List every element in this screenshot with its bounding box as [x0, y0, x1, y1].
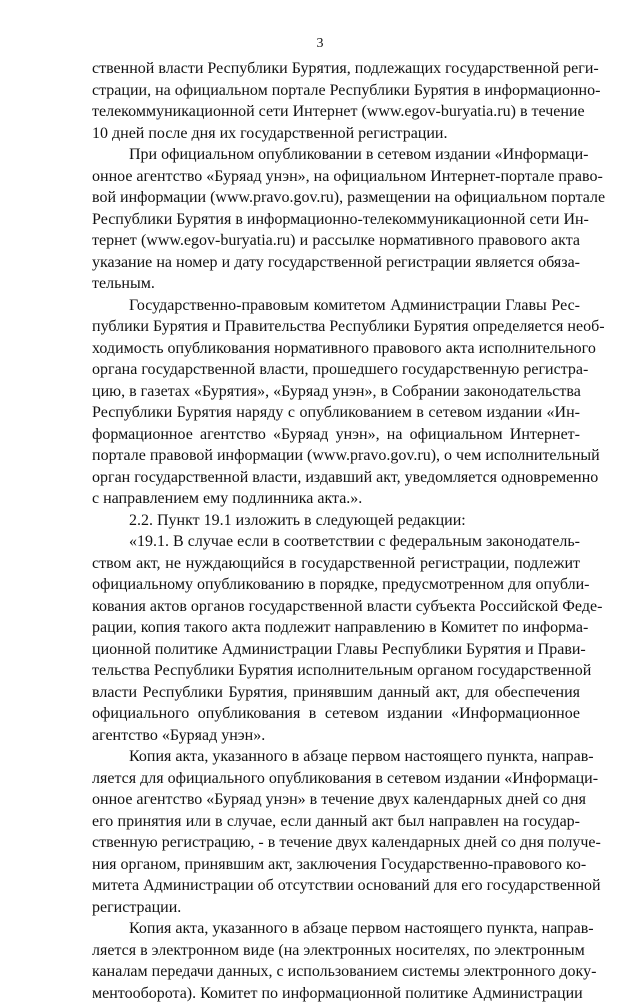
text-line: ственной власти Республики Бурятия, подлежащих государственной реги- — [92, 58, 580, 80]
text-line: ляется в электронном виде (на электронных носителях, по электронным — [92, 940, 580, 962]
text-line: Государственно-правовым комитетом Администрации Главы Рес- — [92, 295, 580, 317]
text-line: митета Администрации об отсутствии оснований для его государственной — [92, 875, 580, 897]
text-line: страции, на официальном портале Республики Бурятия в информационно- — [92, 80, 580, 102]
text-line: с направлением ему подлинника акта.». — [92, 488, 580, 510]
page-number: 3 — [0, 36, 640, 52]
text-line: тельства Республики Бурятия исполнительным органом государственной — [92, 660, 580, 682]
text-line: Копия акта, указанного в абзаце первом настоящего пункта, направ- — [92, 918, 580, 940]
text-line: органа государственной власти, прошедшего государственную регистра- — [92, 359, 580, 381]
text-line: власти Республики Бурятия, принявшим данный акт, для обеспечения — [92, 682, 580, 704]
text-line: указание на номер и дату государственной регистрации является обяза- — [92, 252, 580, 274]
text-line: Копия акта, указанного в абзаце первом настоящего пункта, направ- — [92, 746, 580, 768]
text-line: При официальном опубликовании в сетевом издании «Информаци- — [92, 144, 580, 166]
text-line: онное агентство «Буряад унэн», на официальном Интернет-портале право- — [92, 166, 580, 188]
text-line: онное агентство «Буряад унэн» в течение двух календарных дней со дня — [92, 789, 580, 811]
text-line: Республики Бурятия наряду с опубликованием в сетевом издании «Ин- — [92, 402, 580, 424]
text-line: цию, в газетах «Бурятия», «Буряад унэн», в Собрании законодательства — [92, 381, 580, 403]
text-line: рации, копия такого акта подлежит направлению в Комитет по информа- — [92, 617, 580, 639]
text-line: ционной политике Администрации Главы Республики Бурятия и Прави- — [92, 639, 580, 661]
text-line: телекоммуникационной сети Интернет (www.egov-buryatia.ru) в течение — [92, 101, 580, 123]
text-line: ментооборота). Комитет по информационной политике Администрации — [92, 983, 580, 1004]
text-line: вой информации (www.pravo.gov.ru), размещении на официальном портале — [92, 187, 580, 209]
text-line: ством акт, не нуждающийся в государственной регистрации, подлежит — [92, 553, 580, 575]
text-line: 10 дней после дня их государственной регистрации. — [92, 123, 580, 145]
text-line: 2.2. Пункт 19.1 изложить в следующей редакции: — [92, 510, 580, 532]
text-line: его принятия или в случае, если данный акт был направлен на государ- — [92, 811, 580, 833]
text-line: формационное агентство «Буряад унэн», на официальном Интернет- — [92, 424, 580, 446]
text-line: кования актов органов государственной власти субъекта Российской Феде- — [92, 596, 580, 618]
text-line: ходимость опубликования нормативного правового акта исполнительного — [92, 338, 580, 360]
text-line: ственную регистрацию, - в течение двух календарных дней со дня получе- — [92, 832, 580, 854]
text-line: Республики Бурятия в информационно-телекоммуникационной сети Ин- — [92, 209, 580, 231]
text-line: ляется для официального опубликования в сетевом издании «Информаци- — [92, 768, 580, 790]
text-line: официального опубликования в сетевом издании «Информационное — [92, 703, 580, 725]
text-line: «19.1. В случае если в соответствии с федеральным законодатель- — [92, 531, 580, 553]
text-line: каналам передачи данных, с использованием системы электронного доку- — [92, 961, 580, 983]
text-line: публики Бурятия и Правительства Республики Бурятия определяется необ- — [92, 316, 580, 338]
text-line: регистрации. — [92, 897, 580, 919]
text-line: тернет (www.egov-buryatia.ru) и рассылке нормативного правового акта — [92, 230, 580, 252]
text-line: официальному опубликованию в порядке, предусмотренном для опубли- — [92, 574, 580, 596]
text-line: агентство «Буряад унэн». — [92, 725, 580, 747]
text-line: орган государственной власти, издавший акт, уведомляется одновременно — [92, 467, 580, 489]
document-body — [92, 58, 580, 1004]
text-line: портале правовой информации (www.pravo.gov.ru), о чем исполнительный — [92, 445, 580, 467]
text-line: тельным. — [92, 273, 580, 295]
text-line: ния органом, принявшим акт, заключения Государственно-правового ко- — [92, 854, 580, 876]
